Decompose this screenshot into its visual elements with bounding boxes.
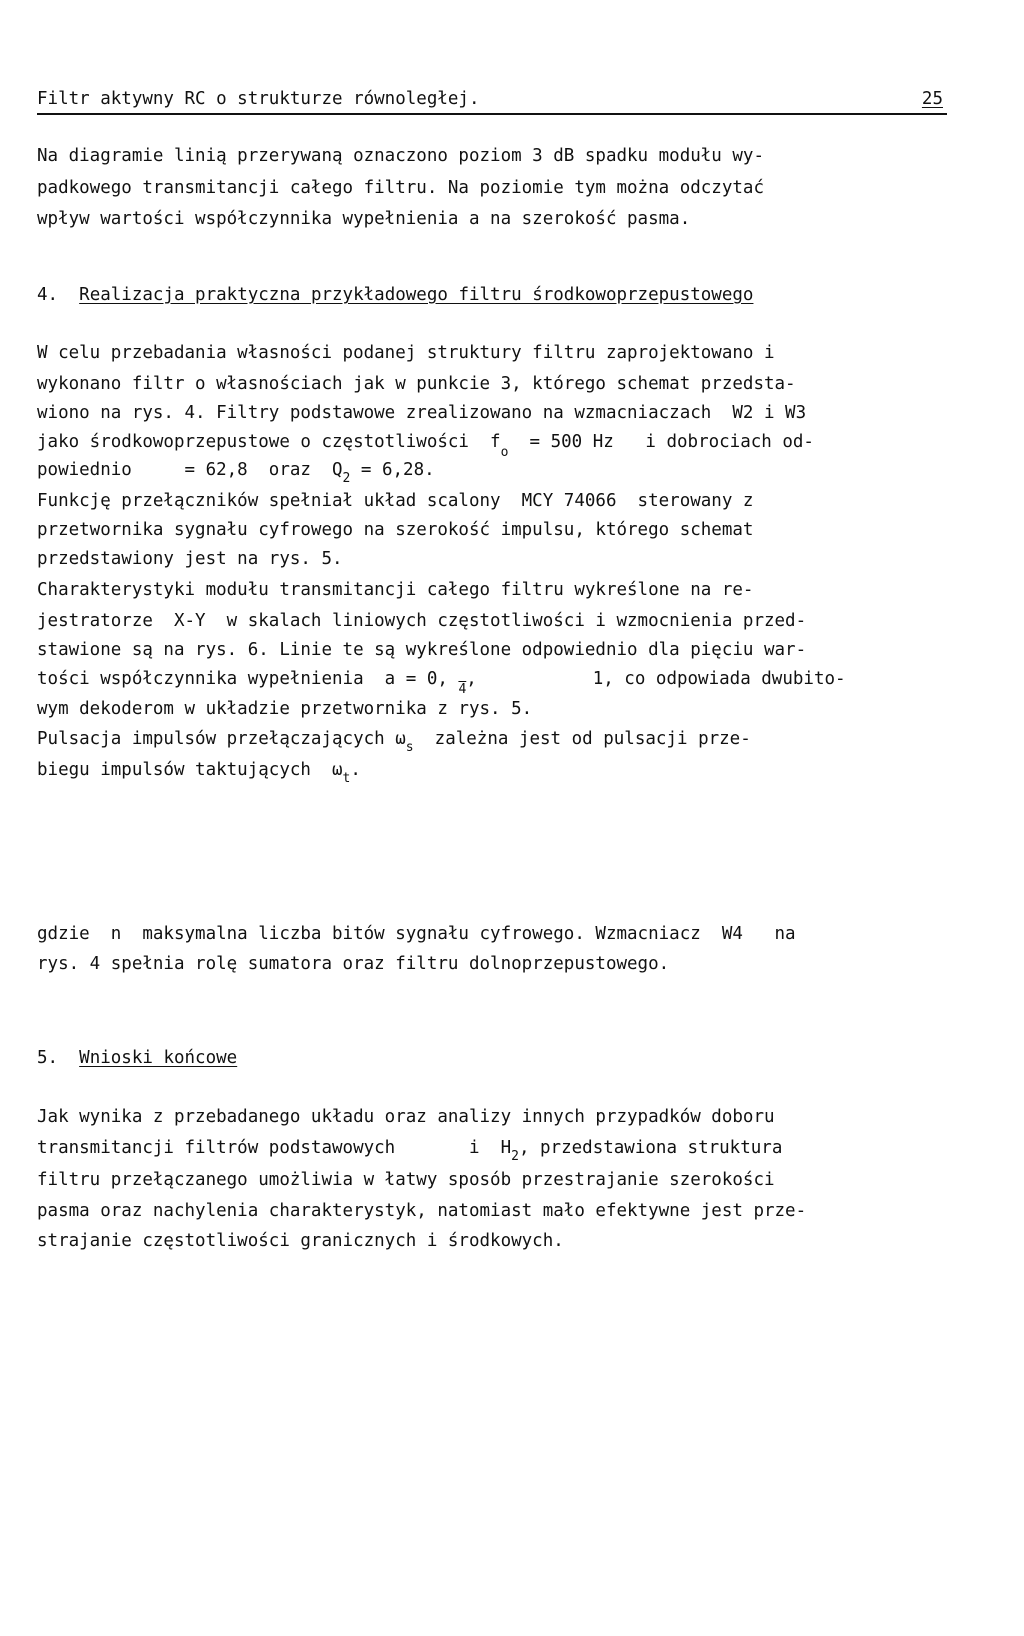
paragraph-line: strajanie częstotliwości granicznych i środkowych.	[37, 1231, 564, 1251]
paragraph-line	[37, 669, 846, 697]
text-segment: = 6,28.	[350, 460, 435, 480]
paragraph-line: przedstawiony jest na rys. 5.	[37, 549, 343, 569]
subscript: t	[342, 771, 351, 786]
paragraph-line: pasma oraz nachylenia charakterystyk, natomiast mało efektywne jest prze-	[37, 1201, 807, 1221]
paragraph-line: stawione są na rys. 6. Linie te są wykreślone odpowiednio dla pięciu war-	[37, 640, 807, 660]
paragraph-line: W celu przebadania własności podanej struktury filtru zaprojektowano i	[37, 343, 775, 363]
section-title: Wnioski końcowe	[79, 1048, 238, 1068]
text-segment: transmitancji filtrów podstawowych i H	[37, 1138, 512, 1158]
text-segment: zależna jest od pulsacji prze-	[413, 729, 751, 749]
paragraph-line: padkowego transmitancji całego filtru. Na poziomie tym można odczytać	[37, 178, 764, 198]
paragraph-line: rys. 4 spełnia rolę sumatora oraz filtru dolnoprzepustowego.	[37, 954, 670, 974]
section-title: Realizacja praktyczna przykładowego filtru środkowoprzepustowego	[79, 285, 754, 305]
subscript: o	[500, 445, 509, 460]
running-title: Filtr aktywny RC o strukturze równoległej.	[37, 89, 480, 109]
paragraph-line	[37, 432, 814, 460]
paragraph-line	[37, 729, 751, 755]
text-segment: .	[350, 760, 361, 780]
page-header	[37, 89, 947, 115]
paragraph-line: Funkcję przełączników spełniał układ scalony MCY 74066 sterowany z	[37, 491, 754, 511]
paragraph-line	[37, 1138, 783, 1164]
paragraph-line: wym dekoderom w układzie przetwornika z rys. 5.	[37, 699, 533, 719]
text-segment: Pulsacja impulsów przełączających ω	[37, 729, 406, 749]
text-segment: jako środkowoprzepustowe o częstotliwości f	[37, 432, 501, 452]
text-segment: = 500 Hz i dobrociach od-	[508, 432, 814, 452]
section-heading-4	[37, 287, 753, 305]
paragraph-line: Na diagramie linią przerywaną oznaczono poziom 3 dB spadku modułu wy-	[37, 146, 764, 166]
paragraph-line: filtru przełączanego umożliwia w łatwy sposób przestrajanie szerokości	[37, 1170, 775, 1190]
subscript: 2	[511, 1149, 519, 1164]
subscript: s	[405, 740, 414, 755]
paragraph-line: wiono na rys. 4. Filtry podstawowe zrealizowano na wzmacniaczach W2 i W3	[37, 403, 807, 423]
text-segment: biegu impulsów taktujących ω	[37, 760, 343, 780]
paragraph-line: wpływ wartości współczynnika wypełnienia a na szerokość pasma.	[37, 209, 691, 229]
page-number: 25	[921, 89, 943, 109]
text-segment: tości współczynnika wypełnienia a = 0,	[37, 669, 459, 689]
paragraph-line: przetwornika sygnału cyfrowego na szerokość impulsu, którego schemat	[37, 520, 754, 540]
paragraph-line: wykonano filtr o własnościach jak w punkcie 3, którego schemat przedsta-	[37, 374, 796, 394]
text-segment: powiednio = 62,8 oraz Q	[37, 460, 343, 480]
section-heading-5	[37, 1050, 237, 1068]
paragraph-line	[37, 460, 435, 486]
paragraph-line: Jak wynika z przebadanego układu oraz analizy innych przypadków doboru	[37, 1107, 775, 1127]
paragraph-line	[37, 760, 361, 786]
section-number: 4.	[37, 285, 59, 305]
text-segment: , 1, co odpowiada dwubito-	[466, 669, 846, 689]
paragraph-line: gdzie n maksymalna liczba bitów sygnału cyfrowego. Wzmacniacz W4 na	[37, 924, 796, 944]
section-number: 5.	[37, 1048, 59, 1068]
paragraph-line: Charakterystyki modułu transmitancji całego filtru wykreślone na re-	[37, 580, 754, 600]
subscript: 2	[342, 471, 351, 486]
text-segment: , przedstawiona struktura	[518, 1138, 783, 1158]
paragraph-line: jestratorze X-Y w skalach liniowych częstotliwości i wzmocnienia przed-	[37, 611, 807, 631]
fraction: 4	[458, 682, 467, 697]
